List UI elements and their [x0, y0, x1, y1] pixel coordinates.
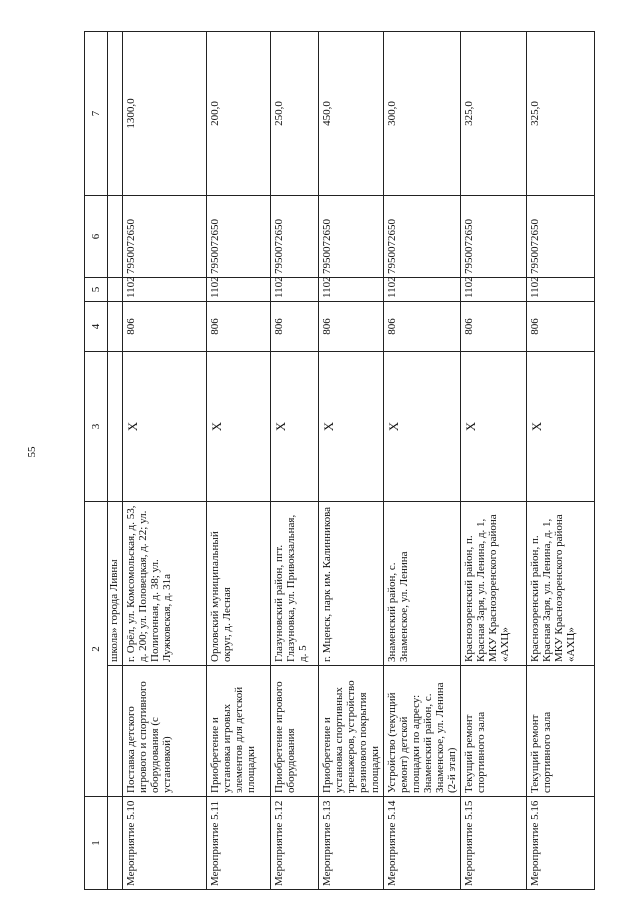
grbs-cell: 806 [319, 302, 384, 352]
section-cell: 1102 [319, 278, 384, 302]
description-cell: Текущий ремонт спортивного зала [461, 666, 527, 797]
description-cell: Приобретение и установка игровых элементов для детской площадки [207, 666, 271, 797]
amount-cell: 300,0 [384, 32, 461, 196]
section-cell: 1102 [527, 278, 595, 302]
amount-cell: 325,0 [461, 32, 527, 196]
mark-cell: X [384, 352, 461, 502]
header-col-2: 2 [85, 502, 108, 797]
header-col-4: 4 [85, 302, 108, 352]
event-cell: Мероприятие 5.13 [319, 797, 384, 890]
table-row [123, 32, 207, 890]
cell [108, 797, 123, 890]
grbs-cell: 806 [384, 302, 461, 352]
address-cell: Знаменский район, с. Знаменское, ул. Ленина [384, 502, 461, 666]
table-row [271, 32, 319, 890]
mark-cell: X [207, 352, 271, 502]
header-col-5: 5 [85, 278, 108, 302]
section-cell: 1102 [207, 278, 271, 302]
amount-cell: 325,0 [527, 32, 595, 196]
csr-cell: 7950072650 [527, 196, 595, 278]
table-row [527, 32, 595, 890]
section-cell: 1102 [271, 278, 319, 302]
header-col-1: 1 [85, 797, 108, 890]
csr-cell: 7950072650 [319, 196, 384, 278]
grbs-cell: 806 [123, 302, 207, 352]
cell [108, 196, 123, 278]
header-row [85, 32, 108, 890]
table-row [319, 32, 384, 890]
amount-cell: 450,0 [319, 32, 384, 196]
mark-cell: X [527, 352, 595, 502]
cell [108, 32, 123, 196]
grbs-cell: 806 [527, 302, 595, 352]
page-number: 55 [26, 446, 38, 458]
cell [108, 666, 123, 797]
description-cell: Приобретение и установка спортивных тренажеров, устройство резинового покрытия площадки [319, 666, 384, 797]
section-cell: 1102 [123, 278, 207, 302]
event-cell: Мероприятие 5.10 [123, 797, 207, 890]
amount-cell: 200,0 [207, 32, 271, 196]
csr-cell: 7950072650 [123, 196, 207, 278]
continuation-row [108, 32, 123, 890]
cell [108, 302, 123, 352]
event-cell: Мероприятие 5.14 [384, 797, 461, 890]
description-cell: Устройство (текущий ремонт) детской площадки по адресу: Знаменский район, с. Знаменское, ул. Ленина (2-й этап) [384, 666, 461, 797]
description-cell: Приобретение игрового оборудования [271, 666, 319, 797]
header-col-3: 3 [85, 352, 108, 502]
description-cell: Текущий ремонт спортивного зала [527, 666, 595, 797]
mark-cell: X [123, 352, 207, 502]
event-cell: Мероприятие 5.11 [207, 797, 271, 890]
address-cell: Глазуновский район, пгт. Глазуновка, ул. Привокзальная, д. 5 [271, 502, 319, 666]
address-cell: Орловский муниципальный округ, д. Лесная [207, 502, 271, 666]
address-cell: г. Орёл, ул. Комсомольская, д. 53, д. 200; ул. Половецкая, д. 22; ул. Полигонная, д. 38; ул. Лужковская, д. 31а [123, 502, 207, 666]
cell [108, 352, 123, 502]
event-cell: Мероприятие 5.16 [527, 797, 595, 890]
csr-cell: 7950072650 [207, 196, 271, 278]
header-col-7: 7 [85, 32, 108, 196]
mark-cell: X [271, 352, 319, 502]
section-cell: 1102 [384, 278, 461, 302]
address-cell: г. Мценск, парк им. Калинникова [319, 502, 384, 666]
amount-cell: 1300,0 [123, 32, 207, 196]
grbs-cell: 806 [271, 302, 319, 352]
mark-cell: X [461, 352, 527, 502]
table-row [384, 32, 461, 890]
event-cell: Мероприятие 5.12 [271, 797, 319, 890]
event-cell: Мероприятие 5.15 [461, 797, 527, 890]
csr-cell: 7950072650 [271, 196, 319, 278]
description-cell: Поставка детского игрового и спортивного оборудования (с установкой) [123, 666, 207, 797]
rotated-table-sheet [84, 32, 606, 890]
grbs-cell: 806 [461, 302, 527, 352]
csr-cell: 7950072650 [384, 196, 461, 278]
table-row [207, 32, 271, 890]
csr-cell: 7950072650 [461, 196, 527, 278]
address-cell: Краснозоренский район, п. Красная Заря, ул. Ленина, д. 1, МКУ Краснозоренского района «АХЦ» [461, 502, 527, 666]
mark-cell: X [319, 352, 384, 502]
budget-table [84, 31, 595, 890]
table-row [461, 32, 527, 890]
address-cell: Краснозоренский район, п. Красная Заря, ул. Ленина, д. 1, МКУ Краснозоренского района «АХЦ» [527, 502, 595, 666]
amount-cell: 250,0 [271, 32, 319, 196]
grbs-cell: 806 [207, 302, 271, 352]
cell [108, 278, 123, 302]
section-cell: 1102 [461, 278, 527, 302]
header-col-6: 6 [85, 196, 108, 278]
address-continuation: школа» города Ливны [108, 502, 123, 666]
